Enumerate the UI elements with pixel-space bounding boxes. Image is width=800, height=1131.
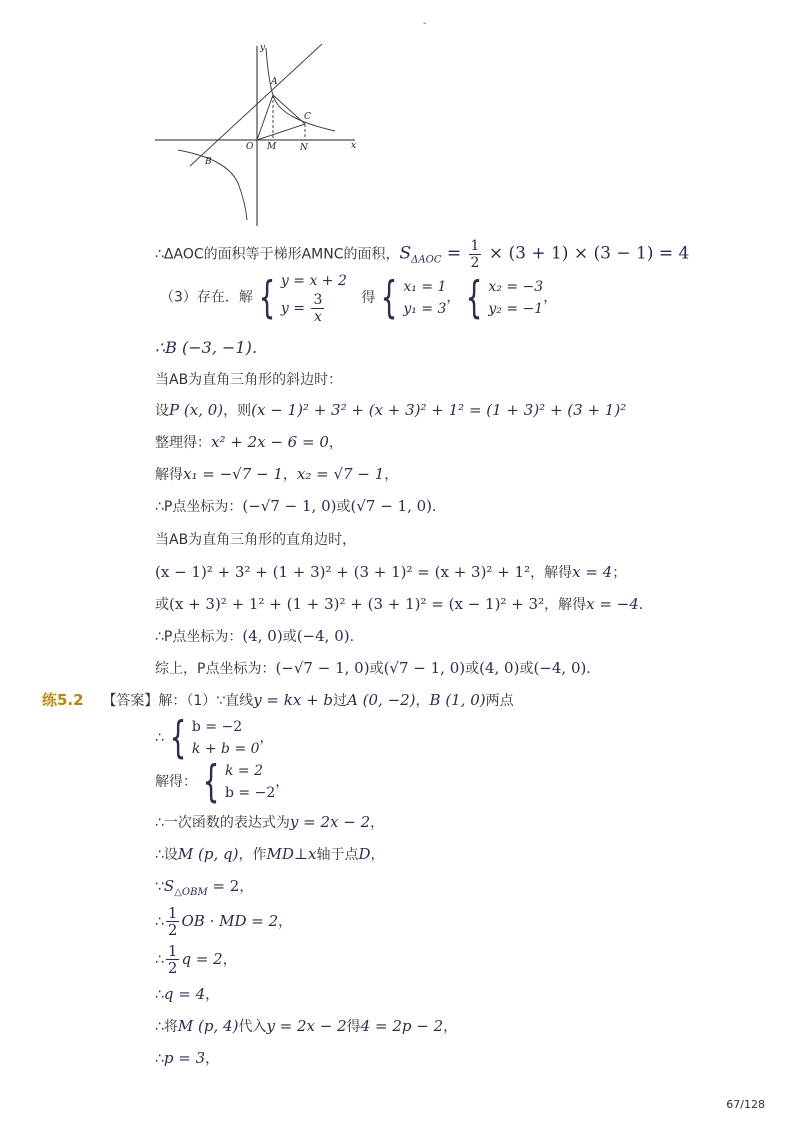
text-solve: 解得 [155, 467, 183, 483]
fraction-num: 1 [470, 238, 480, 254]
formula-a: A (0, −2) [347, 691, 416, 709]
text-solve: 解得： [155, 774, 197, 790]
line-area-equal [155, 238, 689, 273]
comma: ， [222, 952, 237, 968]
text-or: 或 [369, 661, 384, 677]
system-2-eq-a: x₁ = 1 [403, 278, 447, 295]
system-sol-eq-a: k = 2 [225, 763, 264, 779]
formula-s-sub: △OBM [174, 887, 208, 898]
fraction-den: 2 [167, 959, 178, 977]
formula-m: M (p, q) [177, 845, 239, 863]
comma: ， [275, 774, 290, 790]
text-substitute: ∴将 [155, 1019, 178, 1035]
fraction-num: 1 [167, 904, 178, 922]
brace-icon: { [258, 271, 276, 323]
text-or: 或 [282, 629, 297, 645]
comma: ， [239, 879, 254, 895]
semicolon: ； [612, 565, 627, 581]
formula-p1: (−√7 − 1, 0) [275, 659, 370, 677]
formula-p-3: p = 3 [163, 1049, 206, 1067]
system-2-eq-b: y₁ = 3 [403, 300, 447, 317]
line-leg-case: 当AB为直角三角形的直角边时， [155, 532, 357, 548]
comma: ， [205, 987, 220, 1003]
system-1-eq-a: y = x + 2 [280, 273, 347, 289]
system-1-eq-b [281, 292, 347, 325]
exercise-line-expression [155, 812, 384, 833]
text-exists: （3）存在．解 [160, 289, 253, 306]
line-hypotenuse-case: 当AB为直角三角形的斜边时： [155, 372, 343, 388]
line-simplify [155, 432, 343, 453]
text-solve: ，解得 [544, 597, 587, 613]
fraction-half [166, 905, 180, 938]
fraction-num: 1 [167, 942, 178, 960]
label-a: A [271, 77, 278, 87]
therefore-symbol: ∴ [155, 1051, 164, 1067]
text-area-equal: ∴ΔAOC的面积等于梯形AMNC的面积， [155, 246, 400, 263]
formula-quadratic: x² + 2x − 6 = 0 [211, 433, 329, 451]
formula-line: y = kx + b [253, 691, 334, 709]
formula-leg-1: (x − 1)² + 3² + (1 + 3)² + (3 + 1)² = (x + 3)² + 1² [155, 563, 531, 581]
text-axis-at: 轴于点 [316, 847, 359, 863]
line-p-coords-1 [155, 496, 446, 517]
text-into: 代入 [238, 1019, 267, 1035]
text-intro: 解：（1）∵直线 [158, 693, 254, 709]
text-two-points: 两点 [485, 693, 514, 709]
comma: ， [205, 1051, 220, 1067]
text-p-coord: ∴P点坐标为： [155, 499, 243, 515]
system-2 [403, 276, 446, 320]
formula-p2: (√7 − 1, 0) [383, 659, 466, 677]
exercise-line-substitute [155, 1016, 457, 1037]
exercise-line-half-ob-md [155, 904, 292, 939]
coordinate-figure [150, 38, 365, 228]
formula-y-2x-2: y = 2x − 2 [266, 1017, 347, 1035]
text-get: 得 [346, 1019, 361, 1035]
text-or: 或 [465, 661, 480, 677]
formula-x4: x = 4 [572, 563, 613, 581]
text-solve: ，解得 [530, 565, 573, 581]
brace-icon: { [380, 271, 398, 323]
formula-p2: (√7 − 1, 0) [350, 497, 433, 515]
text-or: 或 [336, 499, 351, 515]
system-3 [488, 276, 543, 320]
system-1-frac [311, 292, 324, 325]
line-b-coord: ∴B (−3, −1)． [155, 338, 268, 357]
formula-s: S [399, 243, 412, 264]
formula-tail: × (3 + 1) × (3 − 1) = 4 [483, 243, 690, 264]
system-1-frac-den: x [313, 309, 322, 325]
formula-4-2p-2: 4 = 2p − 2 [360, 1017, 444, 1035]
segment-oc [257, 124, 305, 140]
label-b: B [205, 157, 212, 167]
fraction-half [166, 943, 180, 976]
exercise-system-1 [155, 712, 274, 763]
text-draw: ，作 [238, 847, 267, 863]
formula-root-2: x₂ = √7 − 1 [296, 465, 385, 483]
line-summary [155, 658, 600, 679]
therefore-symbol: ∴ [155, 914, 164, 930]
therefore-symbol: ∴ [155, 730, 164, 746]
formula-eq: = [441, 243, 467, 264]
text-p-coord: ∴P点坐标为： [155, 629, 243, 645]
period: ． [586, 661, 601, 677]
brace-icon: { [466, 271, 483, 323]
exercise-line-area [155, 876, 253, 903]
line-roots [155, 464, 398, 485]
formula-y-2x-2: y = 2x − 2 [289, 813, 371, 831]
label-m: M [267, 142, 277, 152]
label-c: C [304, 112, 311, 122]
segment-ac [273, 95, 305, 124]
comma: ， [259, 730, 274, 746]
label-x: x [351, 141, 357, 151]
hyperbola-branch-1 [266, 48, 335, 131]
exercise-label: 练5.2 [42, 691, 84, 709]
page-number: 67/128 [726, 1098, 765, 1111]
exercise-line-set-m [155, 844, 385, 865]
system-1 [281, 270, 347, 325]
comma-2: ， [543, 289, 558, 306]
because-symbol: ∵ [155, 879, 164, 895]
formula-q-2: q = 2 [181, 950, 223, 968]
formula-x-4: x = −4 [586, 595, 639, 613]
label-y: y [260, 43, 266, 53]
comma: ， [328, 435, 343, 451]
text-expression: ∴一次函数的表达式为 [155, 815, 290, 831]
top-mark: - [423, 18, 427, 29]
line-leg-eq-1 [155, 562, 626, 583]
formula-p3: (4, 0) [479, 659, 520, 677]
line-solve-system [160, 270, 557, 325]
comma: ， [370, 847, 385, 863]
line-p-coords-2 [155, 626, 364, 647]
formula-q-4: q = 4 [163, 985, 206, 1003]
exercise-line-q4 [155, 984, 219, 1005]
formula-eq-2: = 2 [207, 877, 240, 895]
therefore-symbol: ∴ [155, 987, 164, 1003]
exercise-header [42, 690, 514, 711]
therefore-symbol: ∴ [155, 952, 164, 968]
fraction-half [469, 238, 482, 271]
fraction-den: 2 [470, 255, 480, 271]
system-kb-eq-b: k + b = 0 [191, 741, 260, 757]
fraction-den: 2 [167, 921, 178, 939]
comma: ， [370, 815, 385, 831]
line-set-p [155, 400, 626, 421]
exercise-system-2 [155, 756, 290, 807]
system-kb-solution [225, 760, 275, 804]
formula-s: S [163, 877, 175, 895]
formula-p: P (x, 0) [169, 401, 224, 419]
formula-leg-2: (x + 3)² + 1² + (1 + 3)² + (3 + 1)² = (x − 1)² + 3² [169, 595, 545, 613]
perp-symbol: ⊥ [293, 845, 308, 863]
exercise-line-p3 [155, 1048, 219, 1069]
text-or: 或 [519, 661, 534, 677]
formula-x: x [308, 845, 317, 863]
label-n: N [300, 143, 308, 153]
system-kb [192, 716, 260, 760]
text-or: 或 [155, 597, 169, 613]
period: ． [432, 499, 447, 515]
text-through: 过 [333, 693, 348, 709]
formula-p1: (−√7 − 1, 0) [242, 497, 337, 515]
formula-s-sub: ΔAOC [411, 254, 442, 266]
system-kb-eq-a: b = −2 [191, 719, 243, 735]
comma: ， [415, 693, 430, 709]
formula-b: B (1, 0) [429, 691, 486, 709]
text-then: ，则 [223, 403, 252, 419]
formula-d: D [358, 845, 371, 863]
line-leg-eq-2 [155, 594, 653, 615]
formula-p4: (−4, 0) [296, 627, 350, 645]
comma: ， [384, 467, 399, 483]
period: ． [349, 629, 364, 645]
system-1-frac-num: 3 [313, 292, 323, 308]
formula-pythag-1: (x − 1)² + 3² + (x + 3)² + 1² = (1 + 3)² + (3 + 1)² [251, 401, 627, 419]
answer-tag: 【答案】 [102, 693, 159, 709]
comma: ， [282, 467, 297, 483]
brace-icon: { [202, 756, 220, 807]
formula-p3: (4, 0) [242, 627, 283, 645]
text-set: ∴设 [155, 847, 178, 863]
text-set: 设 [155, 403, 169, 419]
text-simplify: 整理得： [155, 435, 211, 451]
formula-root-1: x₁ = −√7 − 1 [183, 465, 283, 483]
comma: ， [278, 914, 293, 930]
text-summary: 综上，P点坐标为： [155, 661, 276, 677]
period: ． [638, 597, 653, 613]
system-sol-eq-b: b = −2 [225, 785, 276, 801]
system-1-eq-b-left: y = [280, 300, 310, 317]
comma: ， [443, 1019, 458, 1035]
formula-ob-md: OB · MD = 2 [181, 912, 279, 930]
hyperbola-branch-2 [178, 150, 247, 220]
formula-m-p4: M (p, 4) [177, 1017, 239, 1035]
formula-p4: (−4, 0) [533, 659, 587, 677]
brace-icon: { [169, 712, 187, 763]
system-3-eq-a: x₂ = −3 [488, 278, 544, 295]
formula-md: MD [266, 845, 294, 863]
system-3-eq-b: y₂ = −1 [488, 300, 544, 317]
text-de: 得 [361, 289, 376, 306]
comma-1: ， [446, 289, 461, 306]
exercise-line-half-q [155, 942, 237, 977]
label-o: O [246, 142, 254, 152]
